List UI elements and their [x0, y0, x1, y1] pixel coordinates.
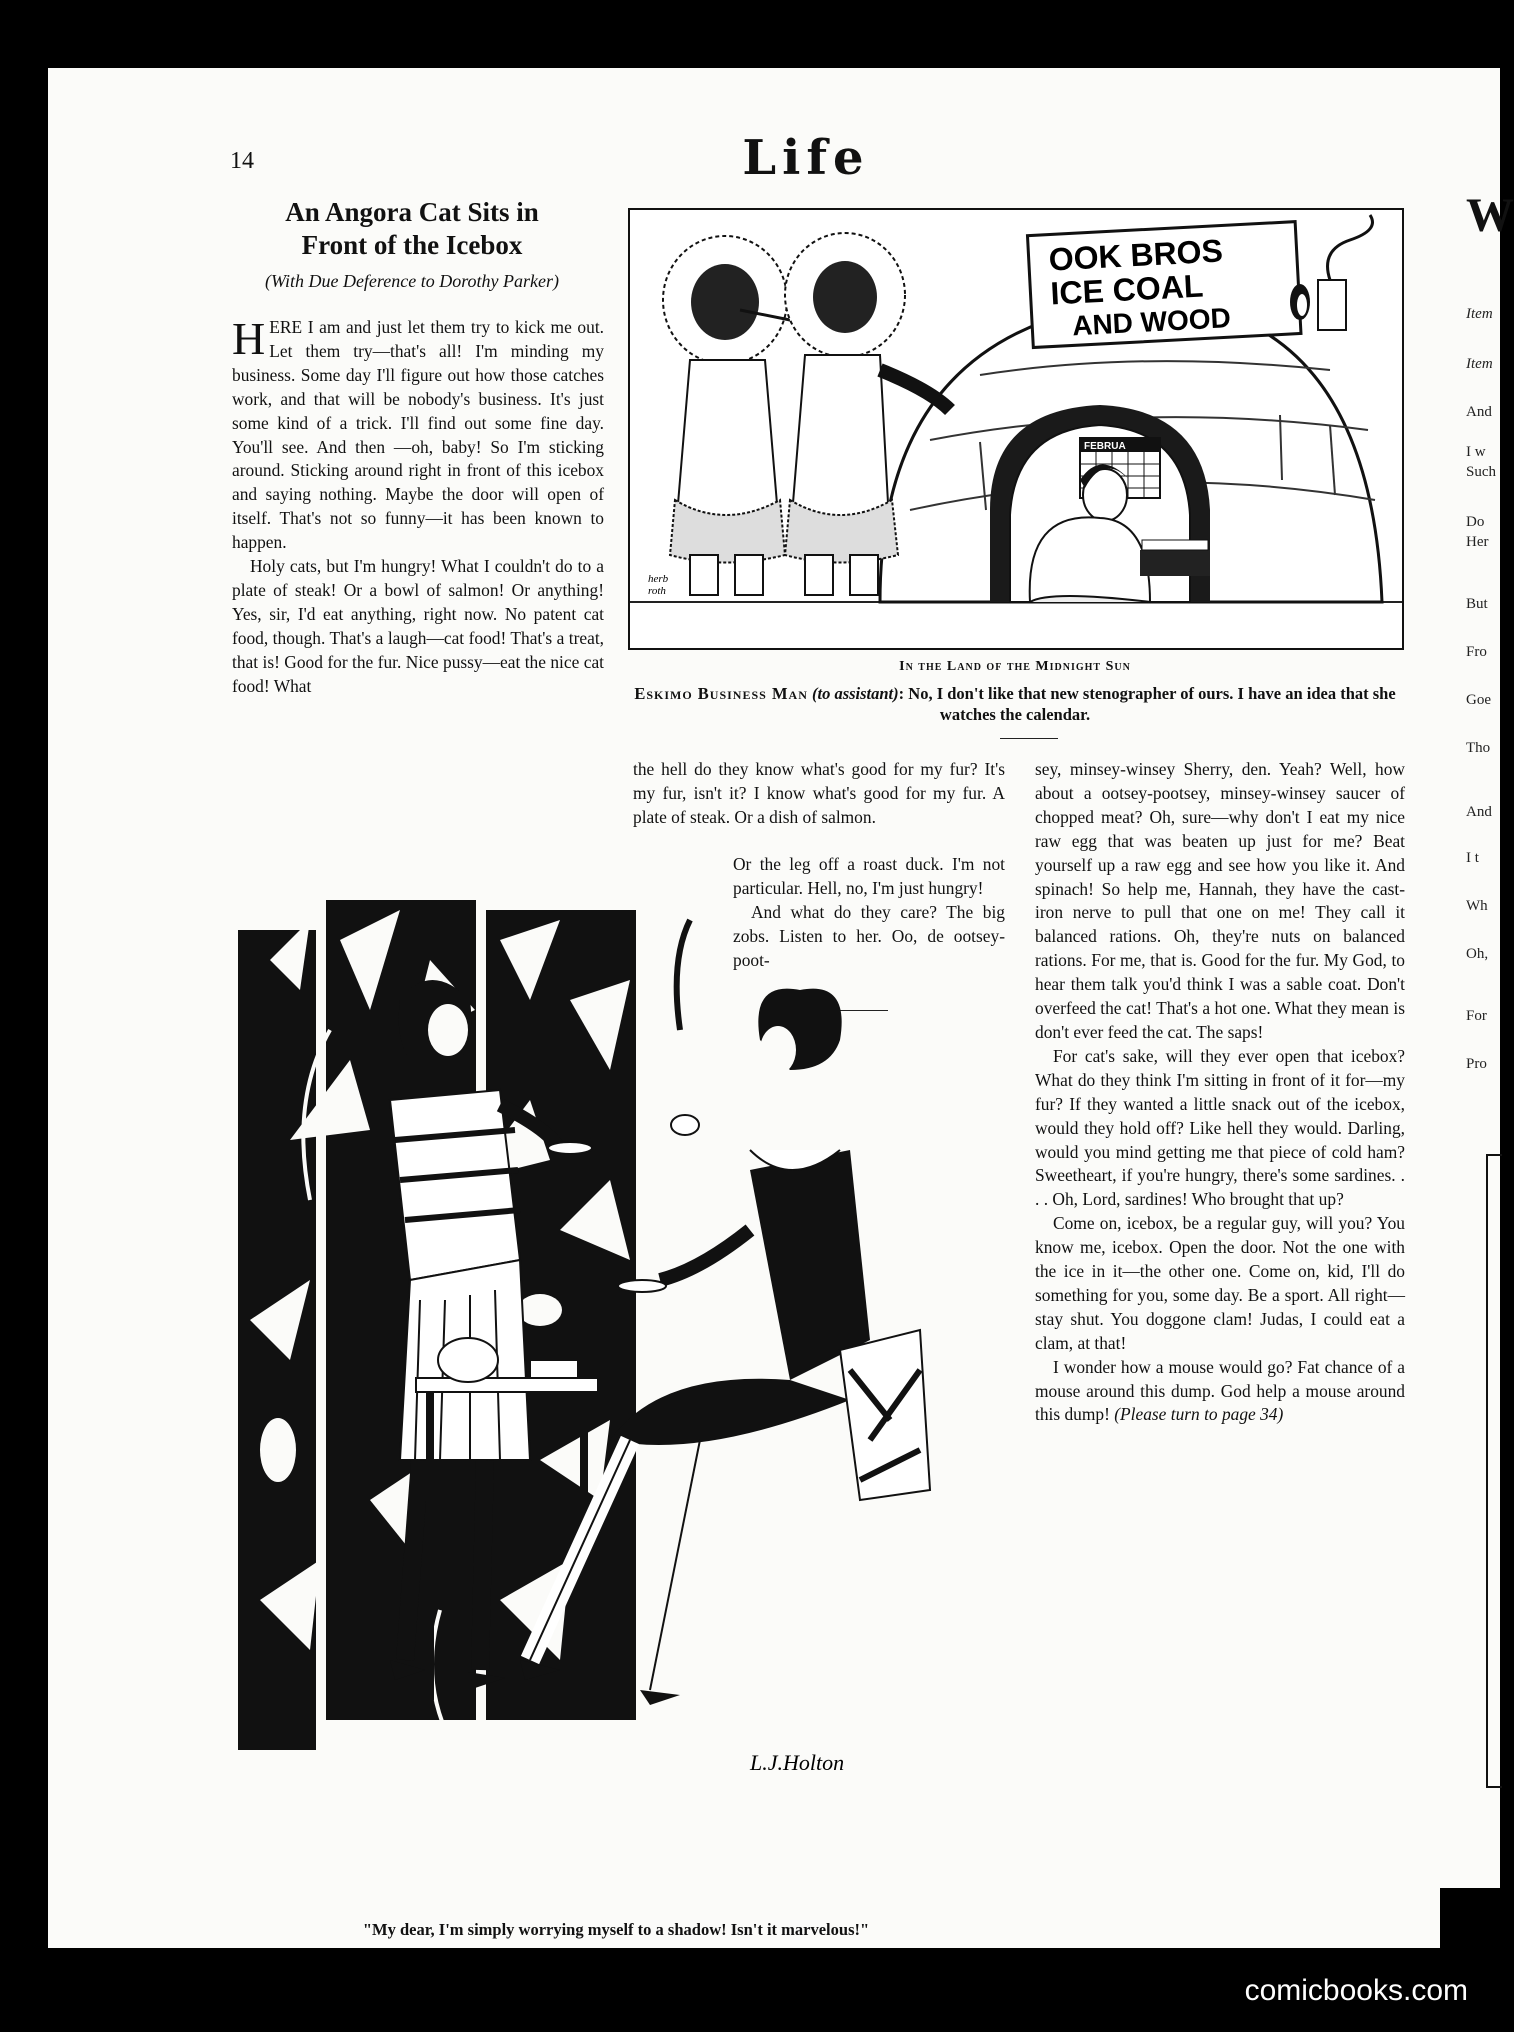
adjacent-line: Do: [1466, 514, 1485, 530]
eskimo-figure-1: [663, 236, 790, 595]
calendar-label: FEBRUA: [1084, 441, 1126, 452]
paragraph: HERE I am and just let them try to kick me out. Let them try—that's all! I'm minding my business. Some day I'll figure out how those catches work, and that will be nobody's business. It's just some kind of a trick. I'll find out some fine day. You'll see. And then —oh, baby! So I'm sticking around. Sticking around right in front of this icebox and saying nothing. Maybe the door will open of itself. That's not so funny—it has been known to happen.: [232, 313, 604, 553]
sign-line-3: AND WOOD: [1071, 302, 1232, 342]
sign-line-1: OOK BROS: [1047, 232, 1224, 278]
artist-signature-line-1: herb: [648, 573, 669, 585]
continued-note: (Please turn to page 34): [1114, 1404, 1284, 1425]
tea-party-cartoon-art: [230, 900, 1018, 1910]
adjacent-line: Her: [1466, 534, 1489, 550]
separator-rule: [1000, 738, 1058, 739]
article-title: [212, 196, 612, 262]
adjacent-line: Such: [1466, 464, 1496, 480]
paragraph: Come on, icebox, be a regular guy, will you? You know me, icebox. Open the door. Not the one with the ice in it—the other one. Come on, kid, I'll do something for you, some day. Be a sport. All right—stay shut. You doggone clam! Judas, I could eat a clam, at that!: [1035, 1213, 1405, 1353]
caption-speaker: Eskimo Business Man: [634, 684, 808, 703]
article-title-line: An Angora Cat Sits in: [285, 197, 539, 227]
article-column-2: [633, 758, 1005, 830]
paragraph: sey, minsey-winsey Sherry, den. Yeah? Well, how about a ootsey-pootsey, minsey-winsey saucer of chopped meat? Oh, sure—why don't I eat my nice raw egg that was beaten up just for me? Beat yourself up a raw egg and see how you like it. And spinach! So help me, Hannah, they have the cast-iron nerve to pull that one on me! They call it balanced rations. Oh, they're nuts on balanced rations. For me, that is. Good for the fur. My God, to hear them talk you'd think I was a sable coat. Don't overfeed the cat! That's a hot one. What they mean is don't ever feed the cat. The saps!: [1035, 759, 1405, 1042]
adjacent-line: For: [1466, 1008, 1487, 1024]
adjacent-heading: W: [1466, 189, 1514, 242]
page-number: 14: [230, 148, 254, 174]
artist-signature: L.J.Holton: [750, 1750, 845, 1775]
masthead: Life: [742, 130, 870, 186]
caption-direction: (to assistant): [812, 684, 899, 703]
source-watermark: comicbooks.com: [1244, 1974, 1468, 2007]
paragraph: Holy cats, but I'm hungry! What I couldn't do to a plate of steak! Or a bowl of salmon! Or anything! Yes, sir, I'd eat anything, right now. No patent cat food, though. That's a laugh—cat food! That's a treat, that is! Good for the fur. Nice pussy—eat the nice cat food! What: [232, 556, 604, 696]
cartoon-1-caption-text: [620, 683, 1410, 725]
adjacent-line: Pro: [1466, 1056, 1487, 1072]
adjacent-line: Item: [1466, 306, 1493, 322]
adjacent-line: I t: [1466, 850, 1479, 866]
paragraph: And what do they care? The big zobs. Listen to her. Oo, de ootsey-poot-: [733, 901, 1005, 970]
paragraph: I wonder how a mouse would go? Fat chance of a mouse around this dump. God help a mouse around this dump! (Please turn to page 34): [1035, 1356, 1405, 1425]
igloo-cartoon: [628, 208, 1404, 650]
adjacent-line: Oh,: [1466, 946, 1489, 962]
adjacent-page: [1432, 68, 1514, 1888]
paragraph: For cat's sake, will they ever open that icebox? What do they think I'm sitting in front of it for—my fur? If they wanted a little snack out of the icebox, would they hold off? Like hell they would. Darling, would you mind getting me that piece of cold ham? Sweetheart, if you're hungry, there's some sardines. . . . Oh, Lord, sardines! Who brought that up?: [1035, 1045, 1405, 1210]
article-column-3: [1035, 758, 1405, 1427]
artist-signature-line-2: roth: [648, 585, 666, 597]
cartoon-1-caption: [620, 656, 1410, 725]
adjacent-line: And: [1466, 804, 1492, 820]
drop-cap: H: [232, 313, 266, 364]
sign-line-2: ICE COAL: [1049, 267, 1205, 312]
article-column-1: [232, 313, 604, 699]
cartoon-1-caption-title: In the Land of the Midnight Sun: [899, 659, 1131, 674]
adjacent-line: Tho: [1466, 740, 1491, 756]
cartoon-2-caption: "My dear, I'm simply worrying myself to a shadow! Isn't it marvelous!": [362, 1920, 870, 1939]
adjacent-illustration-frame: [1486, 1154, 1502, 1788]
igloo-cartoon-art: [630, 210, 1402, 648]
adjacent-line: I w: [1466, 444, 1486, 460]
adjacent-line: Fro: [1466, 644, 1487, 660]
tea-party-cartoon: [230, 900, 1018, 1910]
caption-body: : No, I don't like that new stenographer of ours. I have an idea that she watches the calendar.: [898, 684, 1396, 724]
adjacent-line: But: [1466, 596, 1488, 612]
article-title-line: Front of the Icebox: [301, 230, 523, 260]
adjacent-line: Item: [1466, 356, 1493, 372]
adjacent-line: Wh: [1466, 898, 1488, 914]
paragraph: Or the leg off a roast duck. I'm not particular. Hell, no, I'm just hungry!: [733, 854, 1005, 898]
adjacent-line: And: [1466, 404, 1492, 420]
adjacent-line: Goe: [1466, 692, 1491, 708]
paragraph: the hell do they know what's good for my fur? It's my fur, isn't it? I know what's good for my fur. A plate of steak. Or a dish of salmon.: [633, 759, 1005, 827]
article-subtitle: (With Due Deference to Dorothy Parker): [264, 271, 560, 291]
